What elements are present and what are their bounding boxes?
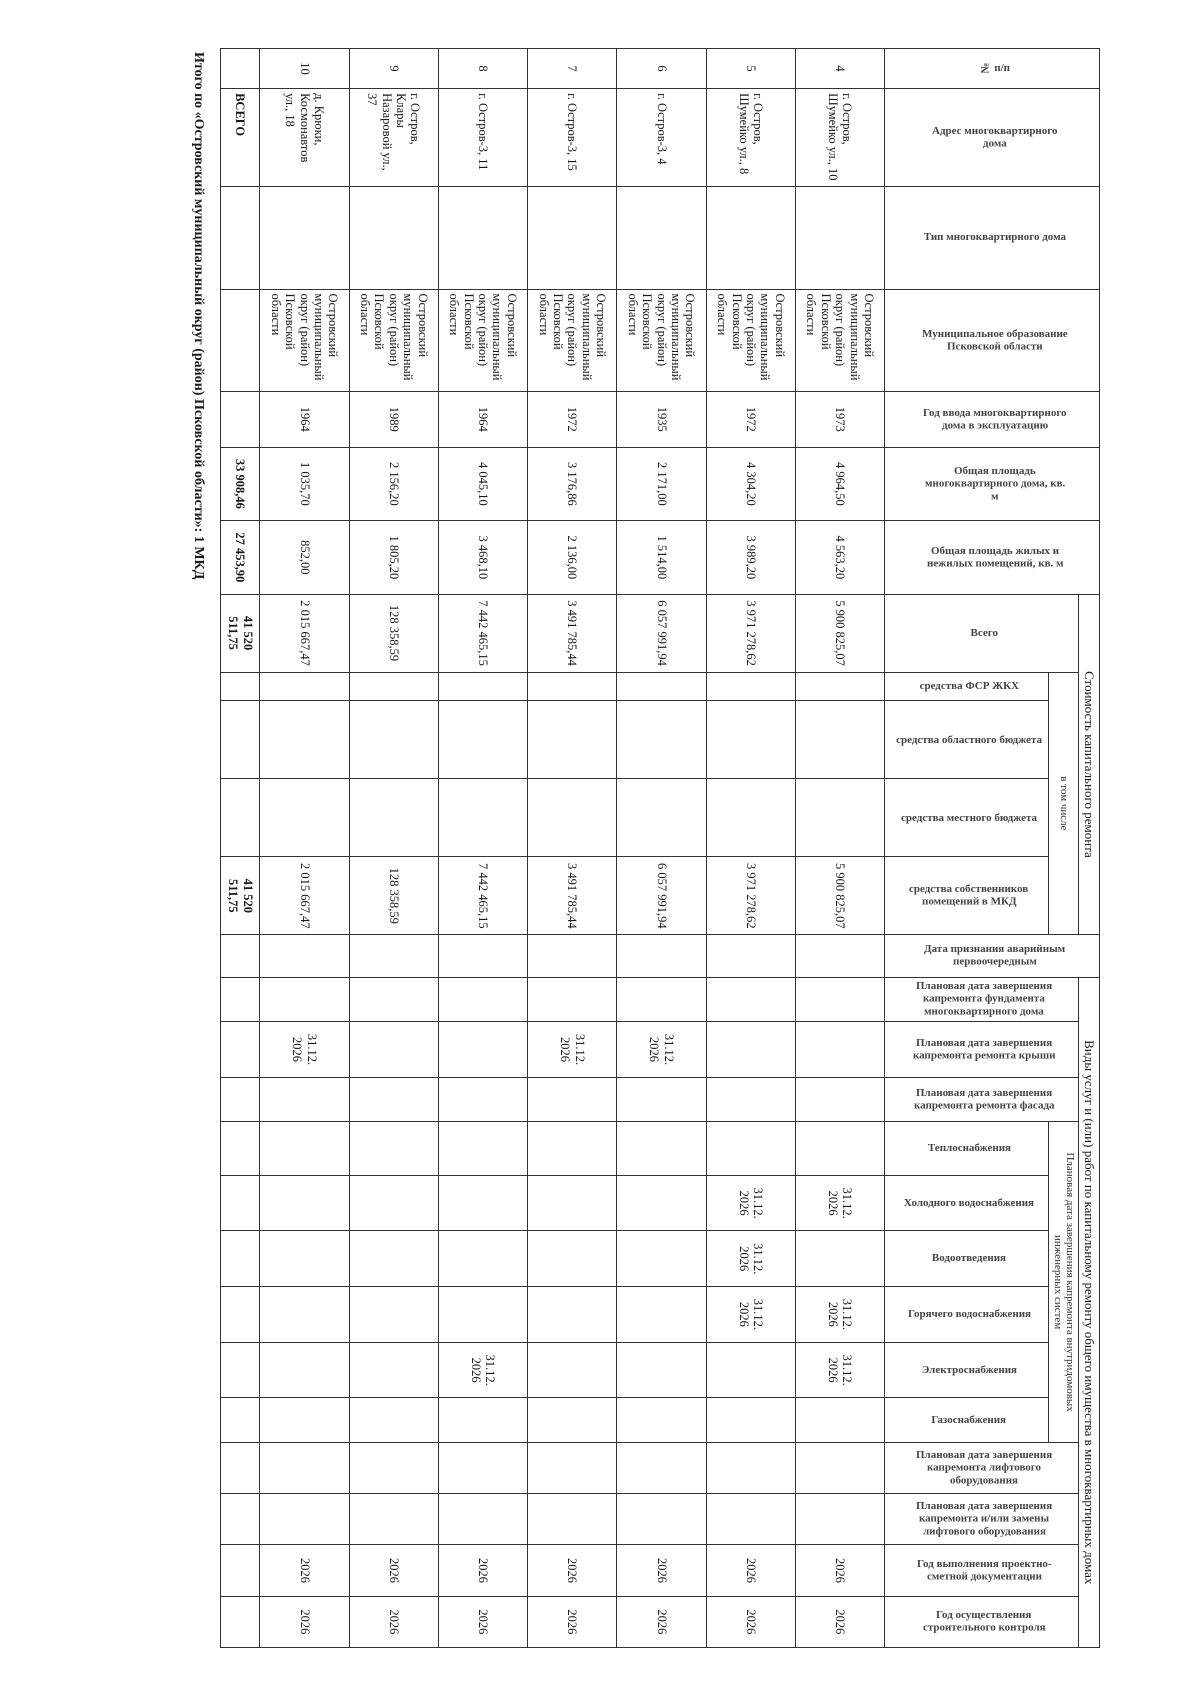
col-fund-region-header: средства областного бюджета [885,701,1049,779]
table-row [349,49,438,1648]
elevator-shaft-date-cell [438,1494,527,1545]
elevator-date-cell [706,1442,795,1493]
smr-year-cell: 2026 [795,1596,884,1647]
facade-date-cell [528,1077,617,1122]
power-date-cell: 31.12. 2026 [795,1342,884,1398]
elevator-date-cell [617,1442,706,1493]
col-psd-year-header: Год выполнения проектно-сметной документации [885,1545,1079,1596]
fund-local-cell [528,779,617,857]
col-facade-date-header: Плановая дата завершения капремонта ремонта фасада [885,1077,1079,1122]
fund-fsr-cell [349,672,438,701]
row-num: 8 [438,49,527,89]
sewer-date-cell [438,1231,527,1287]
col-priority-date-header: Дата признания аварийным первоочередным [885,935,1100,977]
gas-date-cell [528,1398,617,1443]
sewer-date-cell [795,1231,884,1287]
col-power-header: Электроснабжения [885,1342,1049,1398]
house-type-cell [617,187,706,289]
address-cell: г. Остров-3, 15 [528,89,617,187]
power-date-cell [617,1342,706,1398]
total-empty-cell [221,1596,260,1647]
address-cell: г. Остров, Шумейко ул., 10 [795,89,884,187]
hot-water-date-cell [617,1287,706,1343]
priority-date-cell [260,935,349,977]
col-elevator-date-header: Плановая дата завершения капремонта лифтового оборудования [885,1442,1079,1493]
psd-year-cell: 2026 [617,1545,706,1596]
table-row [795,49,884,1648]
gas-date-cell [617,1398,706,1443]
col-living-area-header: Общая площадь жилых и нежилых помещений, кв. м [885,521,1100,594]
total-empty-cell [221,977,260,1022]
cold-water-date-cell [260,1175,349,1231]
year-cell: 1989 [349,391,438,447]
basement-date-cell [795,977,884,1022]
row-num: 4 [795,49,884,89]
cost-total-cell: 128 358,59 [349,594,438,672]
fund-local-cell [617,779,706,857]
living-area-cell: 3 468,10 [438,521,527,594]
rotated-table-container [100,48,1100,1648]
cost-total-cell: 2 015 667,47 [260,594,349,672]
fund-local-cell [795,779,884,857]
table-row [528,49,617,1648]
gas-date-cell [349,1398,438,1443]
psd-year-cell: 2026 [706,1545,795,1596]
fund-region-cell [349,701,438,779]
power-date-cell [349,1342,438,1398]
municipality-cell: Островский муниципальный округ (район) Псковской области [706,289,795,391]
row-num: 7 [528,49,617,89]
total-empty-cell [221,1442,260,1493]
total-empty-cell [221,672,260,701]
basement-date-cell [438,977,527,1022]
fund-region-cell [528,701,617,779]
cost-total-cell: 3 971 278,62 [706,594,795,672]
total-empty-cell [221,935,260,977]
psd-year-cell: 2026 [260,1545,349,1596]
row-num: 6 [617,49,706,89]
hot-water-date-cell [438,1287,527,1343]
table-row [438,49,527,1648]
fund-owners-cell: 128 358,59 [349,857,438,935]
priority-date-cell [528,935,617,977]
facade-date-cell [795,1077,884,1122]
total-num-cell [221,49,260,89]
basement-date-cell [706,977,795,1022]
fund-fsr-cell [528,672,617,701]
facade-date-cell [617,1077,706,1122]
hot-water-date-cell [349,1287,438,1343]
cold-water-date-cell [349,1175,438,1231]
address-cell: г. Остров, Клары Назаровой ул., 37 [349,89,438,187]
address-cell: г. Остров-3, 11 [438,89,527,187]
cold-water-date-cell [617,1175,706,1231]
footer-summary: Итого по «Островский муниципальный округ (район) Псковской области»: 1 МКД [191,52,206,580]
total-area-cell: 4 304,20 [706,447,795,520]
fund-fsr-cell [438,672,527,701]
sewer-date-cell [349,1231,438,1287]
smr-year-cell: 2026 [706,1596,795,1647]
hot-water-date-cell: 31.12. 2026 [706,1287,795,1343]
col-gas-header: Газоснабжения [885,1398,1049,1443]
year-cell: 1972 [706,391,795,447]
cost-total-cell: 5 900 825,07 [795,594,884,672]
systems-group-header: Плановая дата завершения капремонта внутридомовых инженерных систем [1049,1122,1079,1443]
col-cold-water-header: Холодного водоснабжения [885,1175,1049,1231]
row-num: 5 [706,49,795,89]
living-area-cell: 2 136,00 [528,521,617,594]
roof-date-cell [438,1022,527,1078]
priority-date-cell [617,935,706,977]
living-area-cell: 1 805,20 [349,521,438,594]
basement-date-cell [349,977,438,1022]
elevator-shaft-date-cell [349,1494,438,1545]
total-empty-cell [221,1231,260,1287]
col-year-header: Год ввода многоквартирного дома в эксплуатацию [885,391,1100,447]
col-smr-year-header: Год осуществления строительного контроля [885,1596,1079,1647]
elevator-shaft-date-cell [617,1494,706,1545]
roof-date-cell [706,1022,795,1078]
priority-date-cell [795,935,884,977]
fund-region-cell [260,701,349,779]
living-area-cell: 852,00 [260,521,349,594]
heat-date-cell [438,1122,527,1175]
elevator-date-cell [349,1442,438,1493]
total-empty-cell [221,1287,260,1343]
roof-date-cell: 31.12. 2026 [528,1022,617,1078]
fund-local-cell [706,779,795,857]
cost-total-cell: 7 442 465,15 [438,594,527,672]
capital-repair-table [220,48,1100,1648]
gas-date-cell [795,1398,884,1443]
gas-date-cell [438,1398,527,1443]
cold-water-date-cell: 31.12. 2026 [795,1175,884,1231]
sewer-date-cell [617,1231,706,1287]
cold-water-date-cell: 31.12. 2026 [706,1175,795,1231]
year-cell: 1973 [795,391,884,447]
municipality-cell: Островский муниципальный округ (район) Псковской области [438,289,527,391]
row-num: 10 [260,49,349,89]
total-label: ВСЕГО [221,89,260,187]
heat-date-cell [349,1122,438,1175]
fund-owners-cell: 3 491 785,44 [528,857,617,935]
fund-region-cell [617,701,706,779]
elevator-date-cell [260,1442,349,1493]
hot-water-date-cell [260,1287,349,1343]
address-cell: г. Остров-3, 4 [617,89,706,187]
heat-date-cell [795,1122,884,1175]
smr-year-cell: 2026 [260,1596,349,1647]
elevator-date-cell [528,1442,617,1493]
total-empty-cell [221,701,260,779]
living-area-cell: 3 989,20 [706,521,795,594]
total-empty-cell [221,1122,260,1175]
living-area-cell: 1 514,00 [617,521,706,594]
power-date-cell: 31.12. 2026 [438,1342,527,1398]
hot-water-date-cell: 31.12. 2026 [795,1287,884,1343]
cold-water-date-cell [528,1175,617,1231]
total-empty-cell [221,1545,260,1596]
total-empty-cell [221,1342,260,1398]
fund-fsr-cell [706,672,795,701]
sewer-date-cell: 31.12. 2026 [706,1231,795,1287]
address-cell: д. Крюки, Космонавтов ул., 18 [260,89,349,187]
year-cell: 1972 [528,391,617,447]
basement-date-cell [528,977,617,1022]
col-cost-total-header: Всего [885,594,1079,672]
gas-date-cell [706,1398,795,1443]
total-area-cell: 1 035,70 [260,447,349,520]
house-type-cell [528,187,617,289]
fund-region-cell [706,701,795,779]
cold-water-date-cell [438,1175,527,1231]
col-house-type-header: Тип многоквартирного дома [885,187,1100,289]
psd-year-cell: 2026 [528,1545,617,1596]
fund-owners-cell: 6 057 991,94 [617,857,706,935]
total-cost: 41 520 511,75 [221,594,260,672]
table-row [260,49,349,1648]
priority-date-cell [438,935,527,977]
total-empty-cell [221,1022,260,1078]
fund-fsr-cell [260,672,349,701]
total-empty-cell [221,391,260,447]
fund-owners-cell: 2 015 667,47 [260,857,349,935]
total-empty-cell [221,187,260,289]
total-area-cell: 2 171,00 [617,447,706,520]
total-area-cell: 4 045,10 [438,447,527,520]
basement-date-cell [617,977,706,1022]
table-row [706,49,795,1648]
fund-local-cell [260,779,349,857]
priority-date-cell [706,935,795,977]
municipality-cell: Островский муниципальный округ (район) Псковской области [617,289,706,391]
fund-local-cell [349,779,438,857]
total-empty-cell [221,1494,260,1545]
municipality-cell: Островский муниципальный округ (район) Псковской области [349,289,438,391]
facade-date-cell [438,1077,527,1122]
total-area-cell: 3 176,86 [528,447,617,520]
col-num-header: № п/п [885,49,1100,89]
roof-date-cell: 31.12. 2026 [260,1022,349,1078]
power-date-cell [706,1342,795,1398]
total-fund-owners: 41 520 511,75 [221,857,260,935]
municipality-cell: Островский муниципальный округ (район) Псковской области [795,289,884,391]
facade-date-cell [706,1077,795,1122]
psd-year-cell: 2026 [349,1545,438,1596]
elevator-shaft-date-cell [260,1494,349,1545]
year-cell: 1964 [438,391,527,447]
sewer-date-cell [528,1231,617,1287]
works-group-header: Виды услуг и (или) работ по капитальному ремонту общего имущества в многоквартирных домах [1079,977,1100,1647]
facade-date-cell [260,1077,349,1122]
heat-date-cell [617,1122,706,1175]
total-empty-cell [221,1398,260,1443]
in-that-number-header: в том числе [1049,672,1079,935]
fund-fsr-cell [795,672,884,701]
roof-date-cell: 31.12. 2026 [617,1022,706,1078]
total-empty-cell [221,779,260,857]
gas-date-cell [260,1398,349,1443]
elevator-shaft-date-cell [528,1494,617,1545]
living-area-cell: 4 563,20 [795,521,884,594]
fund-owners-cell: 3 971 278,62 [706,857,795,935]
elevator-date-cell [438,1442,527,1493]
hot-water-date-cell [528,1287,617,1343]
heat-date-cell [260,1122,349,1175]
elevator-shaft-date-cell [706,1494,795,1545]
total-row [221,49,260,1648]
elevator-date-cell [795,1442,884,1493]
smr-year-cell: 2026 [617,1596,706,1647]
col-fund-fsr-header: средства ФСР ЖКХ [885,672,1049,701]
facade-date-cell [349,1077,438,1122]
fund-fsr-cell [617,672,706,701]
power-date-cell [528,1342,617,1398]
header-row-1 [1079,49,1100,1648]
cost-group-header: Стоимость капитального ремонта [1079,594,1100,935]
col-sewer-header: Водоотведения [885,1231,1049,1287]
municipality-cell: Островский муниципальный округ (район) Псковской области [260,289,349,391]
col-elevator-shaft-date-header: Плановая дата завершения капремонта и/или замены лифтового оборудования [885,1494,1079,1545]
heat-date-cell [706,1122,795,1175]
smr-year-cell: 2026 [528,1596,617,1647]
col-total-area-header: Общая площадь многоквартирного дома, кв. м [885,447,1100,520]
fund-local-cell [438,779,527,857]
smr-year-cell: 2026 [349,1596,438,1647]
house-type-cell [260,187,349,289]
year-cell: 1964 [260,391,349,447]
table-row [617,49,706,1648]
cost-total-cell: 6 057 991,94 [617,594,706,672]
sewer-date-cell [260,1231,349,1287]
col-fund-local-header: средства местного бюджета [885,779,1049,857]
priority-date-cell [349,935,438,977]
total-area-cell: 4 964,50 [795,447,884,520]
roof-date-cell [349,1022,438,1078]
total-empty-cell [221,1175,260,1231]
psd-year-cell: 2026 [438,1545,527,1596]
fund-region-cell [438,701,527,779]
total-total-area: 33 908,46 [221,447,260,520]
municipality-cell: Островский муниципальный округ (район) Псковской области [528,289,617,391]
house-type-cell [706,187,795,289]
smr-year-cell: 2026 [438,1596,527,1647]
year-cell: 1935 [617,391,706,447]
row-num: 9 [349,49,438,89]
col-address-header: Адрес многоквартирного дома [885,89,1100,187]
total-area-cell: 2 156,20 [349,447,438,520]
col-fund-owners-header: средства собственников помещений в МКД [885,857,1049,935]
fund-owners-cell: 5 900 825,07 [795,857,884,935]
basement-date-cell [260,977,349,1022]
heat-date-cell [528,1122,617,1175]
total-living-area: 27 453,90 [221,521,260,594]
total-empty-cell [221,289,260,391]
col-roof-date-header: Плановая дата завершения капремонта ремонта крыши [885,1022,1079,1078]
col-heat-header: Теплоснабжения [885,1122,1049,1175]
house-type-cell [349,187,438,289]
fund-owners-cell: 7 442 465,15 [438,857,527,935]
roof-date-cell [795,1022,884,1078]
col-hot-water-header: Горячего водоснабжения [885,1287,1049,1343]
power-date-cell [260,1342,349,1398]
address-cell: г. Остров, Шумейко ул., 8 [706,89,795,187]
elevator-shaft-date-cell [795,1494,884,1545]
psd-year-cell: 2026 [795,1545,884,1596]
fund-region-cell [795,701,884,779]
total-empty-cell [221,1077,260,1122]
house-type-cell [438,187,527,289]
col-basement-date-header: Плановая дата завершения капремонта фундамента многоквартирного дома [885,977,1079,1022]
house-type-cell [795,187,884,289]
col-municipality-header: Муниципальное образование Псковской области [885,289,1100,391]
cost-total-cell: 3 491 785,44 [528,594,617,672]
